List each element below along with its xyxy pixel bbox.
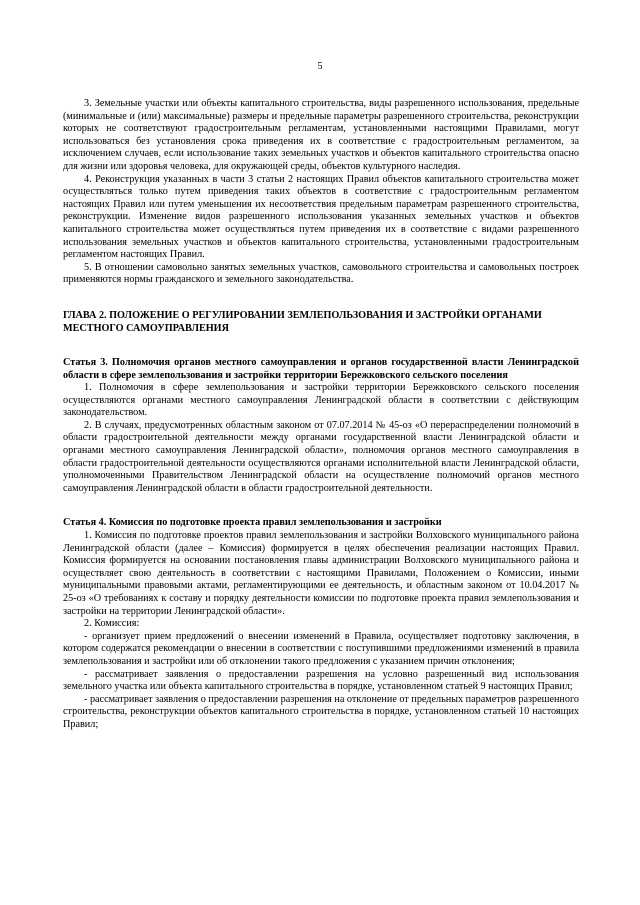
article-heading: Статья 3. Полномочия органов местного самоуправления и органов государственной власти Ленинградской области в сфере землепользования и застройки территории Бережковского сельского поселения [63, 356, 579, 381]
paragraph: 3. Земельные участки или объекты капитального строительства, виды разрешенного использования, предельные (минимальные и (или) максимальные) размеры и предельные параметры разрешенного строительства, реконструкции которых не соответствуют градостроительным регламентам, установленными настоящими Правилами, могут использоваться без установления срока приведения их в соответствие с градостроительным регламентом, за исключением случаев, если использование таких земельных участков и объектов капитального строительства опасно для жизни или здоровья человека, для окружающей среды, объектов культурного наследия. [63, 98, 579, 172]
list-item: - рассматривает заявления о предоставлении разрешения на условно разрешенный вид использования земельного участка или объекта капитального строительства в порядке, установленном статьей 9 настоящих Правил; [63, 668, 579, 693]
list-item: - рассматривает заявления о предоставлении разрешения на отклонение от предельных параметров разрешенного строительства, реконструкции объектов капитального строительства в порядке, установленном статьей 10 настоящих Правил; [63, 693, 579, 730]
list-item: - организует прием предложений о внесении изменений в Правила, осуществляет подготовку заключения, в котором содержатся рекомендации о внесении в соответствии с поступившими предложениями изменений в правила землепользования и застройки или об отклонении такого предложения с указанием причин отклонения; [63, 630, 579, 667]
page-number: 5 [317, 61, 323, 72]
paragraph: 1. Комиссия по подготовке проектов правил землепользования и застройки Волховского муниципального района Ленинградской области (далее – Комиссия) формируется в целях обеспечения реализации настоящих Правил. Комиссия формируется на основании постановления главы администрации Волховского муниципального района и осуществляет свою деятельность в соответствии с настоящими Правилами, Положением о Комиссии, иными муниципальными правовыми актами, регламентирующими ее деятельность, и областным законом от 10.04.2017 № 25-оз «О требованиях к составу и порядку деятельности комиссии по подготовке проекта правил землепользования и застройки на территории Ленинградской области». [63, 530, 579, 617]
article-heading: Статья 4. Комиссия по подготовке проекта правил землепользования и застройки [63, 517, 442, 529]
paragraph: 4. Реконструкция указанных в части 3 статьи 2 настоящих Правил объектов капитального строительства может осуществляться только путем приведения таких объектов в соответствие с градостроительным регламентом настоящих Правил или путем уменьшения их несоответствия предельным параметрам разрешенного строительства, реконструкции. Изменение видов разрешенного использования указанных земельных участков и объектов капитального строительства может осуществляться путем приведения их в соответствие с видами разрешенного использования земельных участков и объектов капитального строительства, установленными градостроительным регламентом настоящих Правил. [63, 173, 579, 261]
paragraph: 1. Полномочия в сфере землепользования и застройки территории Бережковского сельского поселения осуществляются органами местного самоуправления Ленинградской области в соответствии с действующим законодательством. [63, 382, 579, 419]
document-body [63, 98, 579, 732]
paragraph: 2. Комиссия: [84, 618, 140, 630]
paragraph: 5. В отношении самовольно занятых земельных участков, самовольного строительства и самовольных построек применяются нормы гражданского и земельного законодательства. [63, 261, 579, 286]
chapter-heading: ГЛАВА 2. ПОЛОЖЕНИЕ О РЕГУЛИРОВАНИИ ЗЕМЛЕПОЛЬЗОВАНИЯ И ЗАСТРОЙКИ ОРГАНАМИ МЕСТНОГО САМОУПРАВЛЕНИЯ [63, 309, 542, 334]
paragraph: 2. В случаях, предусмотренных областным законом от 07.07.2014 № 45-оз «О перераспределении полномочий в области градостроительной деятельности между органами государственной власти Ленинградской области и органами местного самоуправления Ленинградской области», полномочия органов местного самоуправления в области градостроительной деятельности осуществляются органами исполнительной власти Ленинградской области, уполномоченными Правительством Ленинградской области на осуществление полномочий органов местного самоуправления Ленинградской области в области градостроительной деятельности. [63, 419, 579, 494]
